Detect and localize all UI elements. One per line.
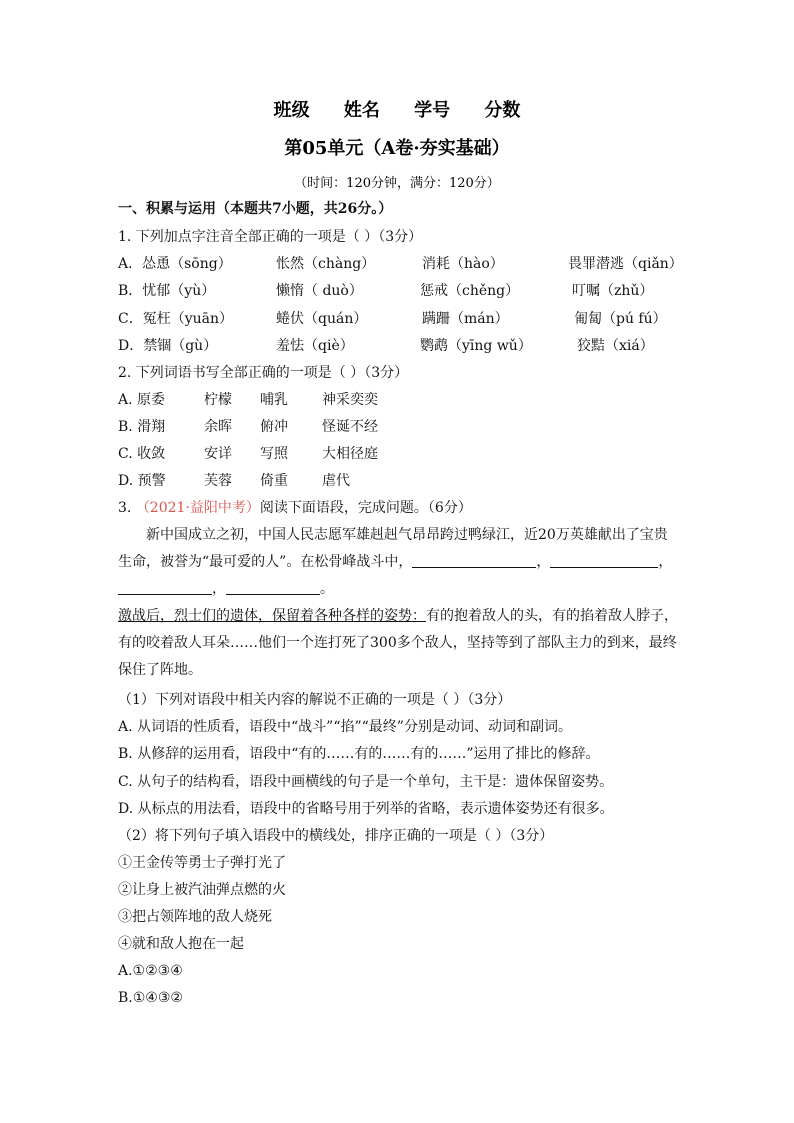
paragraph-2-text: 有的抱着敌人的头，有的掐着敌人脖子，有的咬着敌人耳朵……他们一个连打死了300多个敌人，坚持等到了部队主力的到来，最终保住了阵地。 (118, 608, 678, 678)
q3-sub1-option-c: C. 从句子的结构看，语段中画横线的句子是一个单句，主干是：遗体保留姿势。 (118, 774, 614, 790)
q1-option-a-3: 消耗（hào） (422, 256, 504, 272)
q3-sub2-item-2: ②让身上被汽油弹点燃的火 (118, 882, 286, 898)
score-field-label: 分数 (484, 100, 521, 121)
q2-option-d-1: D. 预警 (118, 473, 166, 489)
q3-sub1-option-d: D. 从标点的用法看，语段中的省略号用于列举的省略，表示遗体姿势还有很多。 (118, 801, 614, 817)
q3-sub1-stem: （1）下列对语段中相关内容的解说不正确的一项是（ ）（3分） (118, 692, 512, 708)
fill-blank-1[interactable] (412, 553, 536, 568)
q2-stem: 2. 下列词语书写全部正确的一项是（ ）（3分） (118, 365, 409, 381)
student-number-field-label: 学号 (414, 100, 451, 121)
q1-option-c-2: 蜷伏（quán） (276, 311, 368, 327)
comma-1: ， (536, 554, 551, 570)
q1-stem: 1. 下列加点字注音全部正确的一项是（ ）（3分） (118, 229, 423, 245)
q3-sub1-option-b: B. 从修辞的运用看，语段中“有的……有的……有的……”运用了排比的修辞。 (118, 746, 600, 762)
q2-option-c-1: C. 收敛 (118, 446, 166, 462)
q3-sub2-option-a: A.①②③④ (118, 963, 183, 979)
q3-stem-text: 阅读下面语段，完成问题。（6分） (259, 500, 472, 516)
comma-3: ， (212, 581, 226, 597)
q3-passage-line-3 (118, 580, 334, 598)
q3-source-tag: （2021·益阳中考） (135, 500, 260, 516)
q3-sub1-option-a: A. 从词语的性质看，语段中“战斗”“掐”“最终”分别是动词、动词和副词。 (118, 719, 572, 735)
class-field-label: 班级 (273, 100, 310, 121)
q2-option-c-4: 大相径庭 (322, 446, 378, 462)
page-title: 第05单元（A卷·夯实基础） (284, 138, 510, 159)
name-field-label: 姓名 (343, 100, 380, 121)
q1-option-c-1: C．冤枉（yuān） (118, 311, 234, 327)
q3-sub2-item-4: ④就和敌人抱在一起 (118, 936, 244, 952)
q2-option-a-4: 神采奕奕 (322, 392, 378, 408)
q1-option-b-3: 惩戒（chěng） (420, 283, 520, 299)
q1-option-b-2: 懒惰（ duò） (276, 283, 363, 299)
q1-option-a-4: 畏罪潜逃（qiǎn） (568, 256, 683, 272)
q3-number: 3. (118, 500, 132, 516)
underlined-sentence: 激战后，烈士们的遗体，保留着各种各样的姿势： (118, 608, 426, 624)
q2-option-b-4: 怪诞不经 (322, 419, 378, 435)
q3-passage-line-2 (118, 553, 672, 571)
time-note: （时间：120分钟，满分：120分） (294, 176, 500, 191)
q2-option-a-3: 哺乳 (260, 392, 288, 408)
q3-sub2-option-b: B.①④③② (118, 990, 183, 1006)
q1-option-c-3: 蹒跚（mán） (422, 311, 509, 327)
q1-option-a-1: A．怂恿（sōng） (118, 256, 232, 272)
section-heading: 一、积累与运用（本题共7小题，共26分。） (118, 201, 393, 217)
q2-option-b-3: 俯冲 (260, 419, 288, 435)
q1-option-a-2: 怅然（chàng） (276, 256, 376, 272)
q2-option-a-1: A. 原委 (118, 392, 166, 408)
q1-option-d-2: 羞怯（qiè） (276, 338, 354, 354)
q2-option-c-2: 安详 (204, 446, 232, 462)
q2-option-a-2: 柠檬 (204, 392, 232, 408)
period: 。 (320, 581, 334, 597)
comma-2: ， (658, 554, 673, 570)
q2-option-d-4: 虐代 (322, 473, 350, 489)
student-info-fields (0, 96, 794, 122)
q1-option-d-1: D．禁锢（gù） (118, 338, 218, 354)
q3-stem (118, 499, 472, 517)
fill-blank-2[interactable] (550, 553, 658, 568)
q2-option-d-3: 倚重 (260, 473, 288, 489)
q3-sub2-item-3: ③把占领阵地的敌人烧死 (118, 909, 272, 925)
q2-option-b-1: B. 滑翔 (118, 419, 166, 435)
q1-option-d-3: 鹦鹉（yīng wǔ） (420, 338, 532, 354)
q1-option-b-4: 叮嘱（zhǔ） (572, 283, 654, 299)
q3-passage-line-2-text: 生命，被誉为“最可爱的人”。在松骨峰战斗中， (118, 554, 413, 570)
q2-option-c-3: 写照 (260, 446, 288, 462)
q2-option-d-2: 芙蓉 (204, 473, 232, 489)
fill-blank-3[interactable] (118, 580, 212, 595)
q1-option-b-1: B．忧郁（yù） (118, 283, 216, 299)
q3-passage-line-1: 新中国成立之初，中国人民志愿军雄赳赳气昂昂跨过鸭绿江，近20万英雄献出了宝贵 (146, 527, 668, 543)
q3-sub2-item-1: ①王金传等勇士子弹打光了 (118, 855, 286, 871)
q2-option-b-2: 余晖 (204, 419, 232, 435)
q3-sub2-stem: （2）将下列句子填入语段中的横线处，排序正确的一项是（ ）（3分） (118, 828, 554, 844)
fill-blank-4[interactable] (226, 580, 320, 595)
q1-option-d-4: 狡黠（xiá） (577, 338, 654, 354)
q3-passage-paragraph-2 (118, 603, 684, 684)
q1-option-c-4: 匍匐（pú fú） (574, 311, 667, 327)
